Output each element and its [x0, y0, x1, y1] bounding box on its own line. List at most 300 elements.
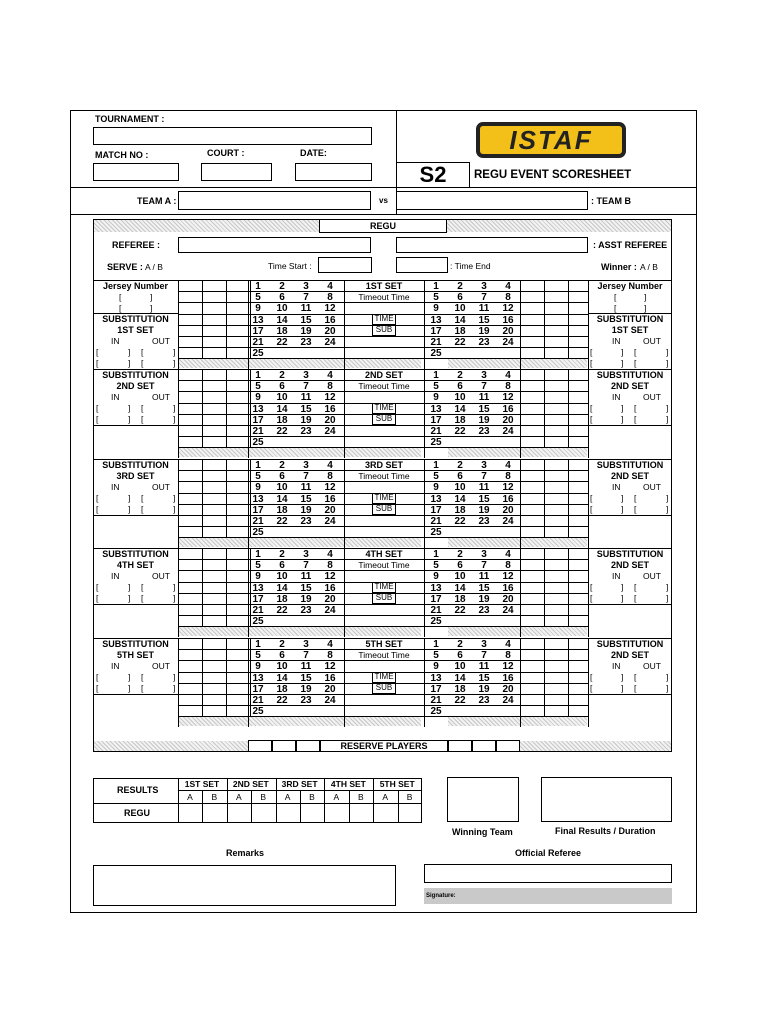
- score-number-team-a[interactable]: 1: [255, 281, 261, 292]
- score-number-team-b[interactable]: 15: [478, 403, 490, 415]
- score-number-team-b[interactable]: 13: [430, 582, 442, 594]
- score-number-team-b[interactable]: 7: [481, 381, 487, 393]
- score-number-team-a[interactable]: 16: [324, 582, 336, 594]
- score-number-team-a[interactable]: 23: [300, 426, 312, 437]
- score-number-team-a[interactable]: 22: [276, 426, 288, 437]
- score-number-team-b[interactable]: 5: [433, 650, 439, 662]
- score-number-team-b[interactable]: 1: [433, 281, 439, 292]
- score-number-team-b[interactable]: 22: [454, 337, 466, 348]
- score-number-team-b[interactable]: 25: [430, 706, 442, 718]
- timeout-time-label: Timeout Time: [358, 292, 410, 302]
- asst-referee-field[interactable]: [396, 237, 588, 253]
- score-number-team-a[interactable]: 23: [300, 516, 312, 527]
- score-number-team-a[interactable]: 16: [324, 403, 336, 415]
- score-number-team-a[interactable]: 21: [252, 337, 264, 348]
- score-number-team-a[interactable]: 14: [276, 672, 288, 684]
- score-number-team-b[interactable]: 11: [478, 303, 490, 315]
- score-number-team-a[interactable]: 1: [255, 639, 261, 650]
- score-number-team-a[interactable]: 18: [276, 325, 288, 337]
- score-number-team-a[interactable]: 12: [324, 661, 336, 673]
- bracket-open: [: [634, 504, 637, 514]
- score-number-team-b[interactable]: 1: [433, 549, 439, 560]
- score-number-team-a[interactable]: 18: [276, 683, 288, 695]
- score-number-team-a[interactable]: 21: [252, 695, 264, 706]
- score-number-team-b[interactable]: 2: [457, 549, 463, 560]
- score-number-team-a[interactable]: 7: [303, 292, 309, 304]
- score-number-team-a[interactable]: 3: [303, 549, 309, 560]
- score-number-team-a[interactable]: 3: [303, 639, 309, 650]
- score-number-team-b[interactable]: 24: [502, 695, 514, 706]
- score-number-team-a[interactable]: 14: [276, 493, 288, 505]
- score-number-team-b[interactable]: 8: [505, 471, 511, 483]
- score-number-team-a[interactable]: 6: [279, 381, 285, 393]
- score-number-team-b[interactable]: 3: [481, 460, 487, 471]
- jersey-bracket-left: [: [119, 292, 122, 302]
- score-number-team-b[interactable]: 4: [505, 639, 511, 650]
- score-number-team-a[interactable]: 5: [255, 471, 261, 483]
- score-number-team-a[interactable]: 23: [300, 695, 312, 706]
- score-number-team-b[interactable]: 24: [502, 605, 514, 616]
- score-number-team-a[interactable]: 1: [255, 460, 261, 471]
- score-number-team-a[interactable]: 8: [327, 292, 333, 304]
- results-a-label: A: [333, 792, 340, 802]
- score-number-team-a[interactable]: 3: [303, 370, 309, 381]
- score-number-team-a[interactable]: 2: [279, 370, 285, 381]
- bracket-open: [: [590, 683, 593, 693]
- score-number-team-a[interactable]: 23: [300, 337, 312, 348]
- score-number-team-a[interactable]: 24: [324, 605, 336, 616]
- score-number-team-b[interactable]: 16: [502, 493, 514, 505]
- score-number-team-b[interactable]: 15: [478, 314, 490, 326]
- score-number-team-a[interactable]: 2: [279, 281, 285, 292]
- score-number-team-a[interactable]: 10: [276, 303, 288, 315]
- score-number-team-a[interactable]: 13: [252, 672, 264, 684]
- score-number-team-a[interactable]: 13: [252, 582, 264, 594]
- score-number-team-b[interactable]: 22: [454, 605, 466, 616]
- score-number-team-b[interactable]: 1: [433, 460, 439, 471]
- score-number-team-b[interactable]: 12: [502, 661, 514, 673]
- score-number-team-b[interactable]: 8: [505, 560, 511, 572]
- time-start-field[interactable]: [318, 257, 372, 273]
- score-number-team-a[interactable]: 7: [303, 471, 309, 483]
- score-number-team-b[interactable]: 10: [454, 482, 466, 494]
- score-number-team-b[interactable]: 4: [505, 370, 511, 381]
- score-number-team-a[interactable]: 19: [300, 504, 312, 516]
- score-number-team-a[interactable]: 19: [300, 683, 312, 695]
- score-number-team-b[interactable]: 20: [502, 325, 514, 337]
- score-number-team-a[interactable]: 19: [300, 593, 312, 605]
- score-number-team-a[interactable]: 3: [303, 281, 309, 292]
- score-number-team-a[interactable]: 12: [324, 571, 336, 583]
- score-number-team-a[interactable]: 15: [300, 672, 312, 684]
- score-number-team-b[interactable]: 12: [502, 392, 514, 404]
- score-number-team-b[interactable]: 17: [430, 683, 442, 695]
- score-number-team-b[interactable]: 7: [481, 292, 487, 304]
- score-number-team-b[interactable]: 4: [505, 460, 511, 471]
- score-number-team-b[interactable]: 4: [505, 281, 511, 292]
- score-number-team-b[interactable]: 16: [502, 403, 514, 415]
- score-number-team-a[interactable]: 18: [276, 414, 288, 426]
- score-number-team-a[interactable]: 16: [324, 493, 336, 505]
- score-number-team-b[interactable]: 1: [433, 639, 439, 650]
- score-number-team-a[interactable]: 20: [324, 414, 336, 426]
- score-number-team-b[interactable]: 17: [430, 325, 442, 337]
- score-number-team-b[interactable]: 19: [478, 325, 490, 337]
- score-number-team-b[interactable]: 17: [430, 414, 442, 426]
- score-number-team-b[interactable]: 6: [457, 292, 463, 304]
- score-number-team-a[interactable]: 22: [276, 516, 288, 527]
- score-number-team-b[interactable]: 14: [454, 582, 466, 594]
- left-sub-set-label: 3RD SET: [116, 471, 155, 481]
- score-number-team-a[interactable]: 9: [255, 303, 261, 315]
- score-number-team-b[interactable]: 17: [430, 593, 442, 605]
- score-number-team-b[interactable]: 18: [454, 504, 466, 516]
- bracket-close: ]: [666, 582, 669, 592]
- score-number-team-b[interactable]: 10: [454, 571, 466, 583]
- score-number-team-b[interactable]: 18: [454, 593, 466, 605]
- bracket-open: [: [141, 493, 144, 503]
- score-number-team-a[interactable]: 24: [324, 695, 336, 706]
- score-number-team-a[interactable]: 21: [252, 516, 264, 527]
- score-number-team-b[interactable]: 20: [502, 414, 514, 426]
- score-number-team-b[interactable]: 7: [481, 471, 487, 483]
- score-number-team-a[interactable]: 13: [252, 314, 264, 326]
- score-number-team-a[interactable]: 17: [252, 504, 264, 516]
- score-number-team-a[interactable]: 9: [255, 661, 261, 673]
- final-results-box[interactable]: [541, 777, 672, 822]
- team-a-field[interactable]: [178, 191, 371, 210]
- score-number-team-b[interactable]: 7: [481, 560, 487, 572]
- score-number-team-b[interactable]: 24: [502, 426, 514, 437]
- score-number-team-b[interactable]: 16: [502, 314, 514, 326]
- score-number-team-a[interactable]: 4: [327, 370, 333, 381]
- score-number-team-b[interactable]: 6: [457, 650, 463, 662]
- score-number-team-a[interactable]: 22: [276, 605, 288, 616]
- score-number-team-a[interactable]: 24: [324, 516, 336, 527]
- score-number-team-a[interactable]: 7: [303, 650, 309, 662]
- score-number-team-b[interactable]: 8: [505, 381, 511, 393]
- score-number-team-a[interactable]: 25: [252, 706, 264, 718]
- reserve-cell-3[interactable]: [296, 740, 320, 752]
- score-number-team-a[interactable]: 21: [252, 426, 264, 437]
- score-number-team-b[interactable]: 19: [478, 504, 490, 516]
- score-number-team-a[interactable]: 7: [303, 381, 309, 393]
- score-row-line: [178, 347, 588, 348]
- score-number-team-a[interactable]: 8: [327, 650, 333, 662]
- score-number-team-b[interactable]: 15: [478, 582, 490, 594]
- score-number-team-a[interactable]: 3: [303, 460, 309, 471]
- results-a-label: A: [284, 792, 291, 802]
- jersey-bracket-left: [: [119, 303, 122, 313]
- score-number-team-b[interactable]: 19: [478, 683, 490, 695]
- bracket-open: [: [590, 347, 593, 357]
- winning-team-box[interactable]: [447, 777, 519, 822]
- score-number-team-b[interactable]: 6: [457, 560, 463, 572]
- score-number-team-b[interactable]: 21: [430, 516, 442, 527]
- score-number-team-a[interactable]: 18: [276, 504, 288, 516]
- score-number-team-a[interactable]: 9: [255, 571, 261, 583]
- reserve-cell-4[interactable]: [448, 740, 472, 752]
- score-number-team-b[interactable]: 25: [430, 527, 442, 539]
- bracket-close: ]: [128, 672, 131, 682]
- bracket-close: ]: [621, 347, 624, 357]
- score-number-team-b[interactable]: 5: [433, 381, 439, 393]
- score-number-team-b[interactable]: 15: [478, 672, 490, 684]
- score-number-team-a[interactable]: 12: [324, 482, 336, 494]
- score-number-team-b[interactable]: 25: [430, 348, 442, 360]
- score-number-team-b[interactable]: 10: [454, 661, 466, 673]
- score-number-team-b[interactable]: 20: [502, 683, 514, 695]
- score-number-team-b[interactable]: 20: [502, 504, 514, 516]
- score-number-team-a[interactable]: 1: [255, 549, 261, 560]
- time-end-field[interactable]: [396, 257, 448, 273]
- score-number-team-b[interactable]: 9: [433, 571, 439, 583]
- score-number-team-a[interactable]: 4: [327, 639, 333, 650]
- score-number-team-b[interactable]: 25: [430, 437, 442, 449]
- bracket-open: [: [634, 582, 637, 592]
- score-number-team-a[interactable]: 25: [252, 527, 264, 539]
- score-number-team-a[interactable]: 24: [324, 337, 336, 348]
- score-number-team-b[interactable]: 23: [478, 605, 490, 616]
- score-number-team-b[interactable]: 14: [454, 314, 466, 326]
- score-number-team-a[interactable]: 2: [279, 549, 285, 560]
- score-number-team-b[interactable]: 11: [478, 482, 490, 494]
- score-number-team-a[interactable]: 18: [276, 593, 288, 605]
- score-number-team-b[interactable]: 23: [478, 516, 490, 527]
- score-number-team-b[interactable]: 13: [430, 493, 442, 505]
- score-number-team-b[interactable]: 22: [454, 516, 466, 527]
- score-number-team-a[interactable]: 14: [276, 582, 288, 594]
- score-number-team-a[interactable]: 11: [300, 303, 312, 315]
- score-number-team-b[interactable]: 5: [433, 471, 439, 483]
- score-number-team-a[interactable]: 5: [255, 560, 261, 572]
- score-number-team-a[interactable]: 20: [324, 504, 336, 516]
- score-number-team-a[interactable]: 4: [327, 460, 333, 471]
- score-number-team-b[interactable]: 21: [430, 337, 442, 348]
- timeout-time-label: Timeout Time: [358, 471, 410, 481]
- score-number-team-b[interactable]: 12: [502, 482, 514, 494]
- score-number-team-a[interactable]: 15: [300, 582, 312, 594]
- score-number-team-b[interactable]: 21: [430, 426, 442, 437]
- official-referee-field[interactable]: [424, 864, 672, 883]
- score-number-team-a[interactable]: 8: [327, 560, 333, 572]
- tournament-field[interactable]: [93, 127, 372, 145]
- score-number-team-a[interactable]: 25: [252, 616, 264, 628]
- score-number-team-a[interactable]: 19: [300, 325, 312, 337]
- score-number-team-a[interactable]: 17: [252, 683, 264, 695]
- reserve-players-label: RESERVE PLAYERS: [340, 741, 428, 751]
- score-number-team-a[interactable]: 4: [327, 549, 333, 560]
- score-number-team-a[interactable]: 6: [279, 471, 285, 483]
- score-number-team-a[interactable]: 11: [300, 661, 312, 673]
- results-set-header: 5TH SET: [379, 779, 415, 789]
- score-number-team-a[interactable]: 14: [276, 403, 288, 415]
- score-number-team-a[interactable]: 17: [252, 414, 264, 426]
- score-number-team-b[interactable]: 21: [430, 695, 442, 706]
- score-number-team-b[interactable]: 21: [430, 605, 442, 616]
- court-field[interactable]: [201, 163, 272, 181]
- score-number-team-b[interactable]: 4: [505, 549, 511, 560]
- score-number-team-a[interactable]: 16: [324, 314, 336, 326]
- score-number-team-a[interactable]: 2: [279, 639, 285, 650]
- team-b-field[interactable]: [396, 191, 588, 210]
- score-number-team-a[interactable]: 22: [276, 337, 288, 348]
- match-no-field[interactable]: [93, 163, 179, 181]
- score-number-team-a[interactable]: 14: [276, 314, 288, 326]
- score-number-team-b[interactable]: 10: [454, 392, 466, 404]
- score-number-team-b[interactable]: 17: [430, 504, 442, 516]
- score-number-team-b[interactable]: 11: [478, 661, 490, 673]
- score-number-team-a[interactable]: 20: [324, 683, 336, 695]
- right-panel-line: [588, 425, 672, 426]
- score-number-team-b[interactable]: 10: [454, 303, 466, 315]
- score-number-team-b[interactable]: 16: [502, 582, 514, 594]
- score-number-team-a[interactable]: 11: [300, 571, 312, 583]
- score-number-team-a[interactable]: 1: [255, 370, 261, 381]
- score-number-team-a[interactable]: 4: [327, 281, 333, 292]
- results-b-label: B: [260, 792, 267, 802]
- score-number-team-b[interactable]: 23: [478, 337, 490, 348]
- score-number-team-b[interactable]: 23: [478, 426, 490, 437]
- score-number-team-b[interactable]: 12: [502, 303, 514, 315]
- score-number-team-a[interactable]: 10: [276, 661, 288, 673]
- score-number-team-a[interactable]: 10: [276, 392, 288, 404]
- referee-field[interactable]: [178, 237, 371, 253]
- reserve-cell-2[interactable]: [272, 740, 296, 752]
- score-number-team-b[interactable]: 13: [430, 314, 442, 326]
- score-number-team-b[interactable]: 3: [481, 639, 487, 650]
- score-number-team-a[interactable]: 19: [300, 414, 312, 426]
- score-number-team-a[interactable]: 21: [252, 605, 264, 616]
- score-number-team-a[interactable]: 12: [324, 303, 336, 315]
- score-number-team-b[interactable]: 19: [478, 414, 490, 426]
- score-number-team-b[interactable]: 1: [433, 370, 439, 381]
- score-number-team-a[interactable]: 6: [279, 292, 285, 304]
- score-number-team-b[interactable]: 20: [502, 593, 514, 605]
- score-number-team-b[interactable]: 8: [505, 292, 511, 304]
- score-number-team-b[interactable]: 6: [457, 471, 463, 483]
- score-number-team-b[interactable]: 14: [454, 493, 466, 505]
- score-number-team-b[interactable]: 9: [433, 392, 439, 404]
- reserve-cell-6[interactable]: [496, 740, 520, 752]
- score-number-team-a[interactable]: 22: [276, 695, 288, 706]
- score-number-team-a[interactable]: 17: [252, 325, 264, 337]
- score-number-team-a[interactable]: 6: [279, 650, 285, 662]
- score-number-team-b[interactable]: 2: [457, 370, 463, 381]
- score-number-team-b[interactable]: 9: [433, 303, 439, 315]
- score-number-team-b[interactable]: 11: [478, 392, 490, 404]
- score-number-team-a[interactable]: 24: [324, 426, 336, 437]
- score-number-team-b[interactable]: 9: [433, 661, 439, 673]
- score-number-team-b[interactable]: 14: [454, 403, 466, 415]
- score-number-team-b[interactable]: 24: [502, 337, 514, 348]
- score-number-team-b[interactable]: 15: [478, 493, 490, 505]
- score-number-team-a[interactable]: 20: [324, 325, 336, 337]
- score-number-team-a[interactable]: 15: [300, 403, 312, 415]
- score-number-team-a[interactable]: 10: [276, 482, 288, 494]
- score-number-team-a[interactable]: 5: [255, 381, 261, 393]
- score-number-team-b[interactable]: 5: [433, 292, 439, 304]
- remarks-box[interactable]: [93, 865, 396, 906]
- score-number-team-a[interactable]: 11: [300, 482, 312, 494]
- reserve-cell-1[interactable]: [248, 740, 272, 752]
- score-number-team-b[interactable]: 9: [433, 482, 439, 494]
- score-number-team-a[interactable]: 16: [324, 672, 336, 684]
- in-label: IN: [111, 571, 120, 581]
- date-field[interactable]: [295, 163, 372, 181]
- set-strip-right: [448, 717, 587, 726]
- score-number-team-a[interactable]: 20: [324, 593, 336, 605]
- bracket-close: ]: [173, 582, 176, 592]
- score-number-team-a[interactable]: 8: [327, 471, 333, 483]
- score-number-team-a[interactable]: 15: [300, 493, 312, 505]
- score-number-team-a[interactable]: 9: [255, 482, 261, 494]
- score-number-team-a[interactable]: 13: [252, 493, 264, 505]
- score-number-team-b[interactable]: 19: [478, 593, 490, 605]
- out-label: OUT: [152, 336, 170, 346]
- score-number-team-a[interactable]: 12: [324, 392, 336, 404]
- score-number-team-b[interactable]: 18: [454, 683, 466, 695]
- score-number-team-b[interactable]: 18: [454, 414, 466, 426]
- score-number-team-a[interactable]: 2: [279, 460, 285, 471]
- score-number-team-b[interactable]: 22: [454, 426, 466, 437]
- score-number-team-a[interactable]: 8: [327, 381, 333, 393]
- score-number-team-a[interactable]: 25: [252, 348, 264, 360]
- score-number-team-b[interactable]: 5: [433, 560, 439, 572]
- score-number-team-a[interactable]: 13: [252, 403, 264, 415]
- score-number-team-b[interactable]: 12: [502, 571, 514, 583]
- score-number-team-a[interactable]: 9: [255, 392, 261, 404]
- score-number-team-a[interactable]: 15: [300, 314, 312, 326]
- score-number-team-b[interactable]: 18: [454, 325, 466, 337]
- score-row-line: [178, 660, 588, 661]
- score-number-team-b[interactable]: 22: [454, 695, 466, 706]
- score-number-team-b[interactable]: 7: [481, 650, 487, 662]
- right-panel-line: [588, 515, 672, 516]
- in-label: IN: [612, 336, 621, 346]
- score-number-team-b[interactable]: 13: [430, 403, 442, 415]
- score-number-team-a[interactable]: 10: [276, 571, 288, 583]
- score-number-team-a[interactable]: 17: [252, 593, 264, 605]
- score-number-team-b[interactable]: 6: [457, 381, 463, 393]
- score-number-team-a[interactable]: 7: [303, 560, 309, 572]
- score-number-team-b[interactable]: 14: [454, 672, 466, 684]
- score-number-team-a[interactable]: 6: [279, 560, 285, 572]
- score-number-team-b[interactable]: 11: [478, 571, 490, 583]
- score-number-team-b[interactable]: 25: [430, 616, 442, 628]
- score-number-team-a[interactable]: 25: [252, 437, 264, 449]
- score-number-team-a[interactable]: 23: [300, 605, 312, 616]
- score-number-team-b[interactable]: 13: [430, 672, 442, 684]
- official-referee-label: Official Referee: [515, 848, 582, 858]
- score-number-team-b[interactable]: 3: [481, 549, 487, 560]
- reserve-cell-5[interactable]: [472, 740, 496, 752]
- score-number-team-b[interactable]: 3: [481, 370, 487, 381]
- score-number-team-b[interactable]: 8: [505, 650, 511, 662]
- score-row-line: [178, 526, 588, 527]
- score-number-team-b[interactable]: 24: [502, 516, 514, 527]
- bracket-close: ]: [128, 403, 131, 413]
- score-number-team-b[interactable]: 2: [457, 281, 463, 292]
- score-number-team-b[interactable]: 23: [478, 695, 490, 706]
- score-number-team-b[interactable]: 2: [457, 460, 463, 471]
- score-number-team-b[interactable]: 16: [502, 672, 514, 684]
- score-number-team-a[interactable]: 5: [255, 650, 261, 662]
- score-number-team-a[interactable]: 5: [255, 292, 261, 304]
- score-number-team-b[interactable]: 2: [457, 639, 463, 650]
- score-number-team-a[interactable]: 11: [300, 392, 312, 404]
- score-number-team-b[interactable]: 3: [481, 281, 487, 292]
